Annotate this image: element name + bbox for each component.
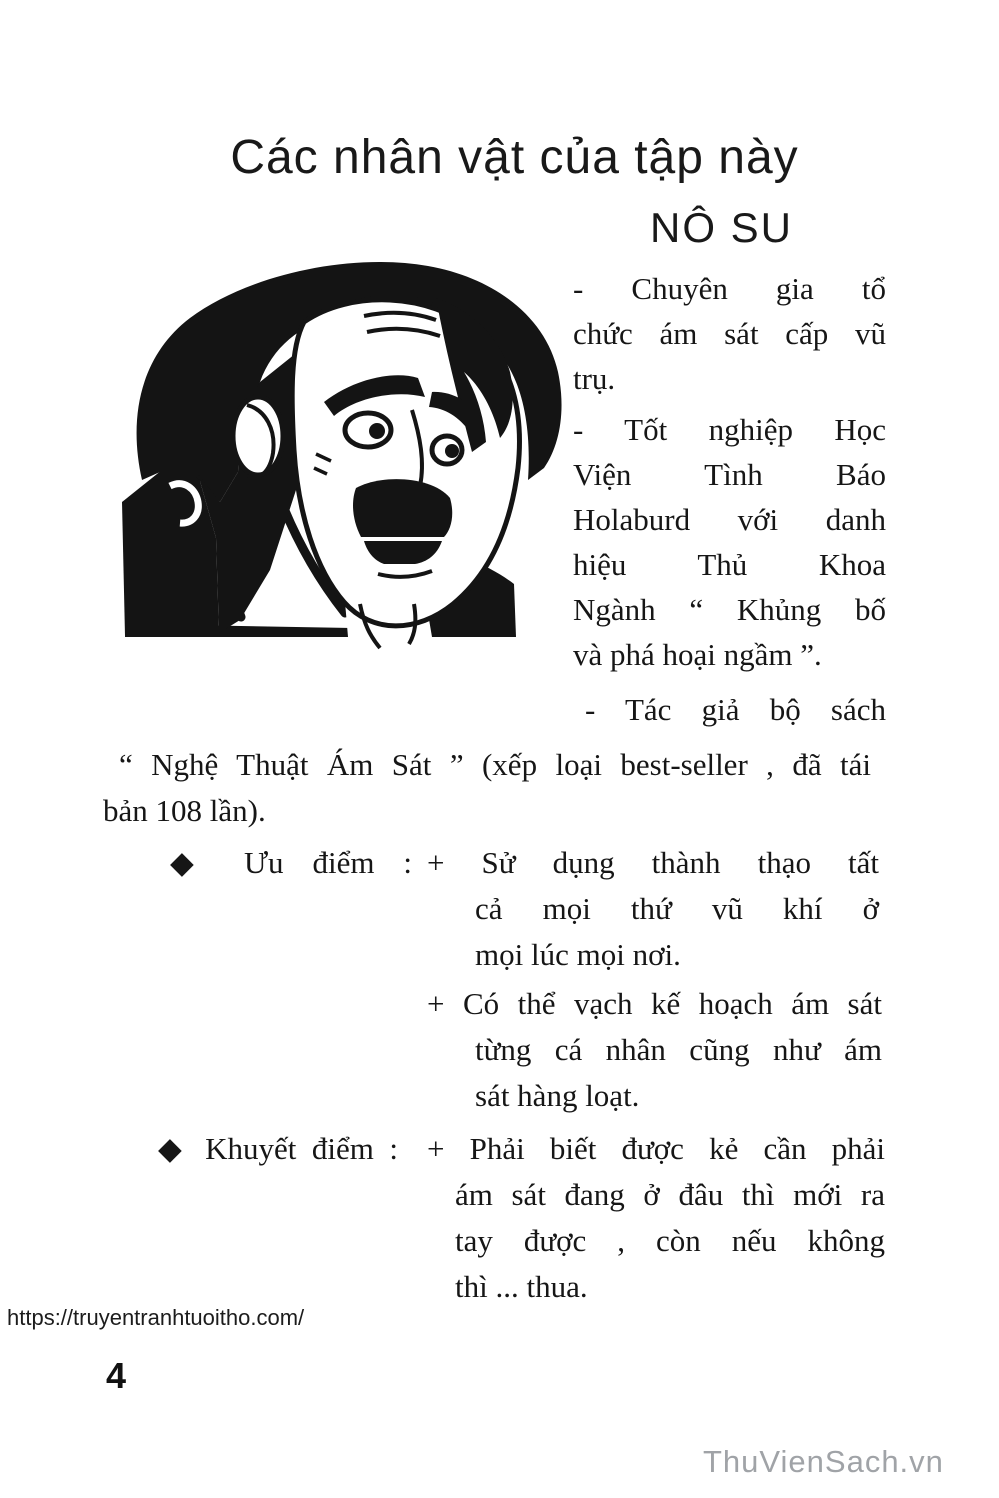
right-pupil: [445, 444, 459, 458]
pros-item-line: từng cá nhân cũng như ám: [475, 1032, 882, 1067]
description-line: Viện Tình Báo: [573, 457, 886, 492]
description-line: Ngành “ Khủng bố: [573, 592, 886, 627]
cons-item-line: thì ... thua.: [455, 1269, 588, 1304]
diamond-bullet-icon: ◆: [170, 845, 216, 880]
cons-label: [158, 1126, 398, 1172]
description-line: và phá hoại ngầm ”.: [573, 637, 822, 672]
pros-item-line: mọi lúc mọi nơi.: [475, 937, 681, 972]
description-line: trụ.: [573, 361, 616, 396]
source-url: https://truyentranhtuoitho.com/: [7, 1305, 305, 1330]
page-title: Các nhân vật của tập này: [230, 131, 799, 184]
description-line: - Tác giả bộ sách: [585, 692, 886, 727]
pros-item: [427, 981, 882, 1119]
character-name-heading: NÔ SU: [649, 204, 793, 251]
page-number: 4: [106, 1355, 127, 1396]
book-note: [103, 742, 871, 834]
description-line: hiệu Thủ Khoa: [573, 547, 886, 582]
book-note-line: bản 108 lần).: [103, 793, 266, 828]
book-note-line: “ Nghệ Thuật Ám Sát ” (xếp loại best-seller , đã tái: [119, 747, 871, 782]
pros-item-line: + Có thể vạch kế hoạch ám sát: [427, 986, 882, 1021]
watermark: ThuVienSach.vn: [703, 1444, 944, 1479]
pros-label: [170, 840, 412, 886]
description-line: chức ám sát cấp vũ: [573, 316, 886, 351]
pros-item-line: cả mọi thứ vũ khí ở: [475, 891, 879, 926]
cons-label-text: Khuyết điểm :: [205, 1131, 399, 1166]
pros-label-text: Ưu điểm :: [243, 845, 412, 880]
cons-item-line: tay được , còn nếu không: [455, 1223, 885, 1258]
pros-item-line: + Sử dụng thành thạo tất: [427, 845, 879, 880]
description-line: - Chuyên gia tổ: [573, 271, 886, 306]
character-description: [573, 266, 886, 732]
description-line: Holaburd với danh: [573, 502, 886, 537]
jacket-bottom-hem: [125, 624, 352, 637]
pros-item: [427, 840, 879, 978]
description-line: - Tốt nghiệp Học: [573, 412, 886, 447]
diamond-bullet-icon: ◆: [158, 1131, 190, 1166]
left-pupil: [369, 423, 385, 439]
character-portrait-illustration: [100, 240, 570, 680]
cons-item-line: + Phải biết được kẻ cần phải: [427, 1131, 885, 1166]
cons-item: [427, 1126, 885, 1310]
cons-item-line: ám sát đang ở đâu thì mới ra: [455, 1177, 885, 1212]
pros-item-line: sát hàng loạt.: [475, 1078, 640, 1113]
